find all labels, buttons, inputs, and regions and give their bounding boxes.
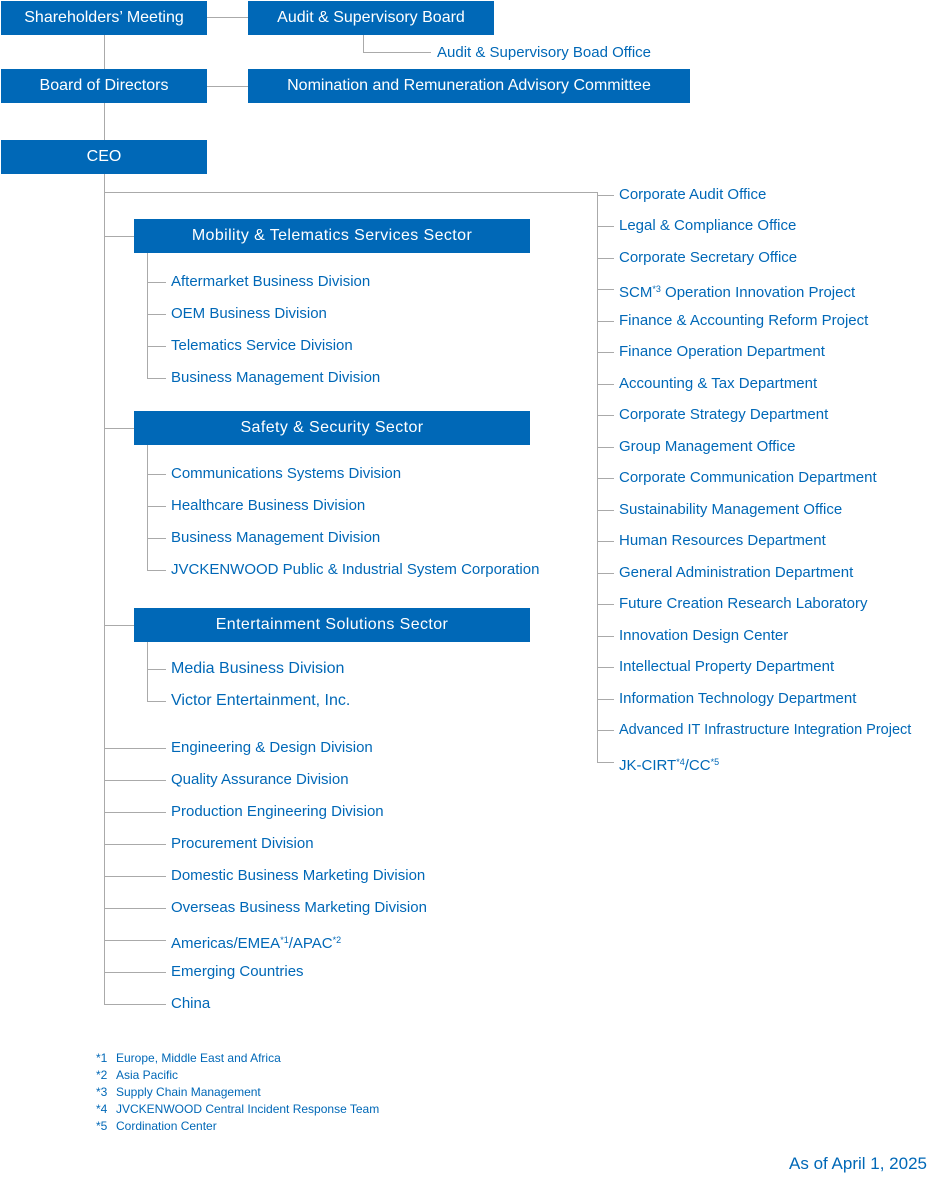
corp-sustainability: Sustainability Management Office: [619, 501, 843, 518]
board-of-directors-box: Board of Directors: [1, 69, 207, 103]
division-china: China: [171, 995, 211, 1012]
division-americas-emea-apac: [171, 931, 341, 953]
item-stub: [147, 346, 166, 347]
division-emerging: Emerging Countries: [171, 963, 304, 980]
footnote-key: *2: [96, 1068, 108, 1082]
cc-text: /CC: [684, 757, 711, 774]
corp-hr: Human Resources Department: [619, 532, 826, 549]
nomination-committee-box: Nomination and Remuneration Advisory Committee: [248, 69, 690, 103]
corporate-branch-line: [104, 192, 598, 193]
corporate-stub: [597, 573, 614, 574]
corporate-stub: [597, 730, 614, 731]
corporate-stub: [597, 321, 614, 322]
sector-entertainment-box: Entertainment Solutions Sector: [134, 608, 530, 642]
division-engineering: Engineering & Design Division: [171, 739, 373, 756]
footnote-ref: *4: [676, 757, 685, 767]
corp-future-lab: Future Creation Research Laboratory: [619, 595, 868, 612]
item-stub: [147, 701, 166, 702]
corp-advanced-it: Advanced IT Infrastructure Integration Project: [619, 722, 912, 738]
corporate-stub: [597, 667, 614, 668]
corporate-stub: [597, 604, 614, 605]
corporate-stub: [597, 699, 614, 700]
corporate-stub: [597, 258, 614, 259]
corporate-stub: [597, 195, 614, 196]
corp-secretary: Corporate Secretary Office: [619, 249, 798, 266]
audit-office-connector-v: [363, 34, 364, 53]
footnote-text: Europe, Middle East and Africa: [116, 1051, 281, 1065]
item-stub: [147, 669, 166, 670]
footnote-3: [96, 1085, 261, 1099]
sector2-connector: [104, 428, 134, 429]
footnote-ref: *5: [710, 757, 720, 767]
division-stub: [104, 1004, 166, 1005]
corp-general-admin: General Administration Department: [619, 564, 854, 581]
division-stub: [104, 972, 166, 973]
item-stub: [147, 378, 166, 379]
item-stub: [147, 538, 166, 539]
footnote-text: Asia Pacific: [116, 1068, 179, 1082]
division-overseas-marketing: Overseas Business Marketing Division: [171, 899, 427, 916]
americas-text: Americas/EMEA: [171, 935, 281, 952]
sector-mobility-box: Mobility & Telematics Services Sector: [134, 219, 530, 253]
sector-item: Communications Systems Division: [171, 465, 402, 482]
jk-cirt-text: JK-CIRT: [619, 757, 677, 774]
sector-item: OEM Business Division: [171, 305, 327, 322]
corporate-stub: [597, 478, 614, 479]
footnote-1: [96, 1051, 281, 1065]
item-stub: [147, 282, 166, 283]
corporate-stub: [597, 636, 614, 637]
footnote-2: [96, 1068, 178, 1082]
sector3-trunk: [147, 642, 148, 701]
division-stub: [104, 748, 166, 749]
audit-supervisory-board-box: Audit & Supervisory Board: [248, 1, 494, 35]
shareholders-audit-connector: [207, 17, 249, 18]
sector-item: Telematics Service Division: [171, 337, 353, 354]
corporate-stub: [597, 384, 614, 385]
sector-item: Victor Entertainment, Inc.: [171, 692, 351, 709]
sector1-connector: [104, 236, 134, 237]
division-procurement: Procurement Division: [171, 835, 314, 852]
corp-finance-reform: Finance & Accounting Reform Project: [619, 312, 869, 329]
scm-project-text: Operation Innovation Project: [660, 284, 856, 301]
corp-group-management: Group Management Office: [619, 438, 796, 455]
corporate-stub: [597, 352, 614, 353]
corporate-trunk-line: [597, 192, 598, 762]
corp-strategy: Corporate Strategy Department: [619, 406, 829, 423]
division-quality: Quality Assurance Division: [171, 771, 349, 788]
division-stub: [104, 908, 166, 909]
sector-item: JVCKENWOOD Public & Industrial System Corporation: [171, 561, 540, 578]
corp-accounting: Accounting & Tax Department: [619, 375, 818, 392]
division-stub: [104, 940, 166, 941]
division-production: Production Engineering Division: [171, 803, 384, 820]
shareholders-meeting-box: Shareholders’ Meeting: [1, 1, 207, 35]
as-of-date: As of April 1, 2025: [789, 1154, 927, 1173]
corporate-stub: [597, 447, 614, 448]
footnote-key: *4: [96, 1102, 108, 1116]
footnote-key: *5: [96, 1119, 108, 1133]
corporate-stub: [597, 226, 614, 227]
footnote-key: *1: [96, 1051, 108, 1065]
item-stub: [147, 474, 166, 475]
footnote-5: [96, 1119, 217, 1133]
main-trunk-line: [104, 34, 105, 1005]
item-stub: [147, 314, 166, 315]
footnote-key: *3: [96, 1085, 108, 1099]
sector1-trunk: [147, 253, 148, 378]
sector-item: Healthcare Business Division: [171, 497, 366, 514]
footnote-ref: *1: [280, 935, 289, 945]
corporate-stub: [597, 541, 614, 542]
sector-item: Business Management Division: [171, 369, 381, 386]
sector-item: Business Management Division: [171, 529, 381, 546]
scm-text: SCM: [619, 284, 653, 301]
sector2-trunk: [147, 445, 148, 570]
item-stub: [147, 570, 166, 571]
footnote-ref: *2: [332, 935, 342, 945]
corporate-stub: [597, 762, 614, 763]
corp-audit: Corporate Audit Office: [619, 186, 767, 203]
corp-scm: [619, 280, 855, 302]
corp-legal: Legal & Compliance Office: [619, 217, 797, 234]
sector3-connector: [104, 625, 134, 626]
sector-item: Media Business Division: [171, 660, 345, 677]
division-stub: [104, 844, 166, 845]
footnote-ref: *3: [652, 284, 661, 294]
corp-finance-operation: Finance Operation Department: [619, 343, 825, 360]
corp-communication: Corporate Communication Department: [619, 469, 877, 486]
corporate-stub: [597, 510, 614, 511]
board-nomination-connector: [207, 86, 249, 87]
corp-it: Information Technology Department: [619, 690, 857, 707]
audit-office-label: Audit & Supervisory Boad Office: [437, 44, 651, 61]
footnote-text: Cordination Center: [116, 1119, 217, 1133]
footnote-text: JVCKENWOOD Central Incident Response Team: [116, 1102, 380, 1116]
division-stub: [104, 812, 166, 813]
ceo-box: CEO: [1, 140, 207, 174]
audit-office-connector-h: [363, 52, 431, 53]
apac-text: /APAC: [288, 935, 333, 952]
division-stub: [104, 780, 166, 781]
corp-innovation-center: Innovation Design Center: [619, 627, 789, 644]
item-stub: [147, 506, 166, 507]
sector-safety-box: Safety & Security Sector: [134, 411, 530, 445]
division-domestic-marketing: Domestic Business Marketing Division: [171, 867, 426, 884]
corp-ip: Intellectual Property Department: [619, 658, 835, 675]
division-stub: [104, 876, 166, 877]
corp-jk-cirt: [619, 753, 719, 775]
footnote-4: [96, 1102, 379, 1116]
sector-item: Aftermarket Business Division: [171, 273, 371, 290]
corporate-stub: [597, 289, 614, 290]
footnote-text: Supply Chain Management: [116, 1085, 261, 1099]
corporate-stub: [597, 415, 614, 416]
